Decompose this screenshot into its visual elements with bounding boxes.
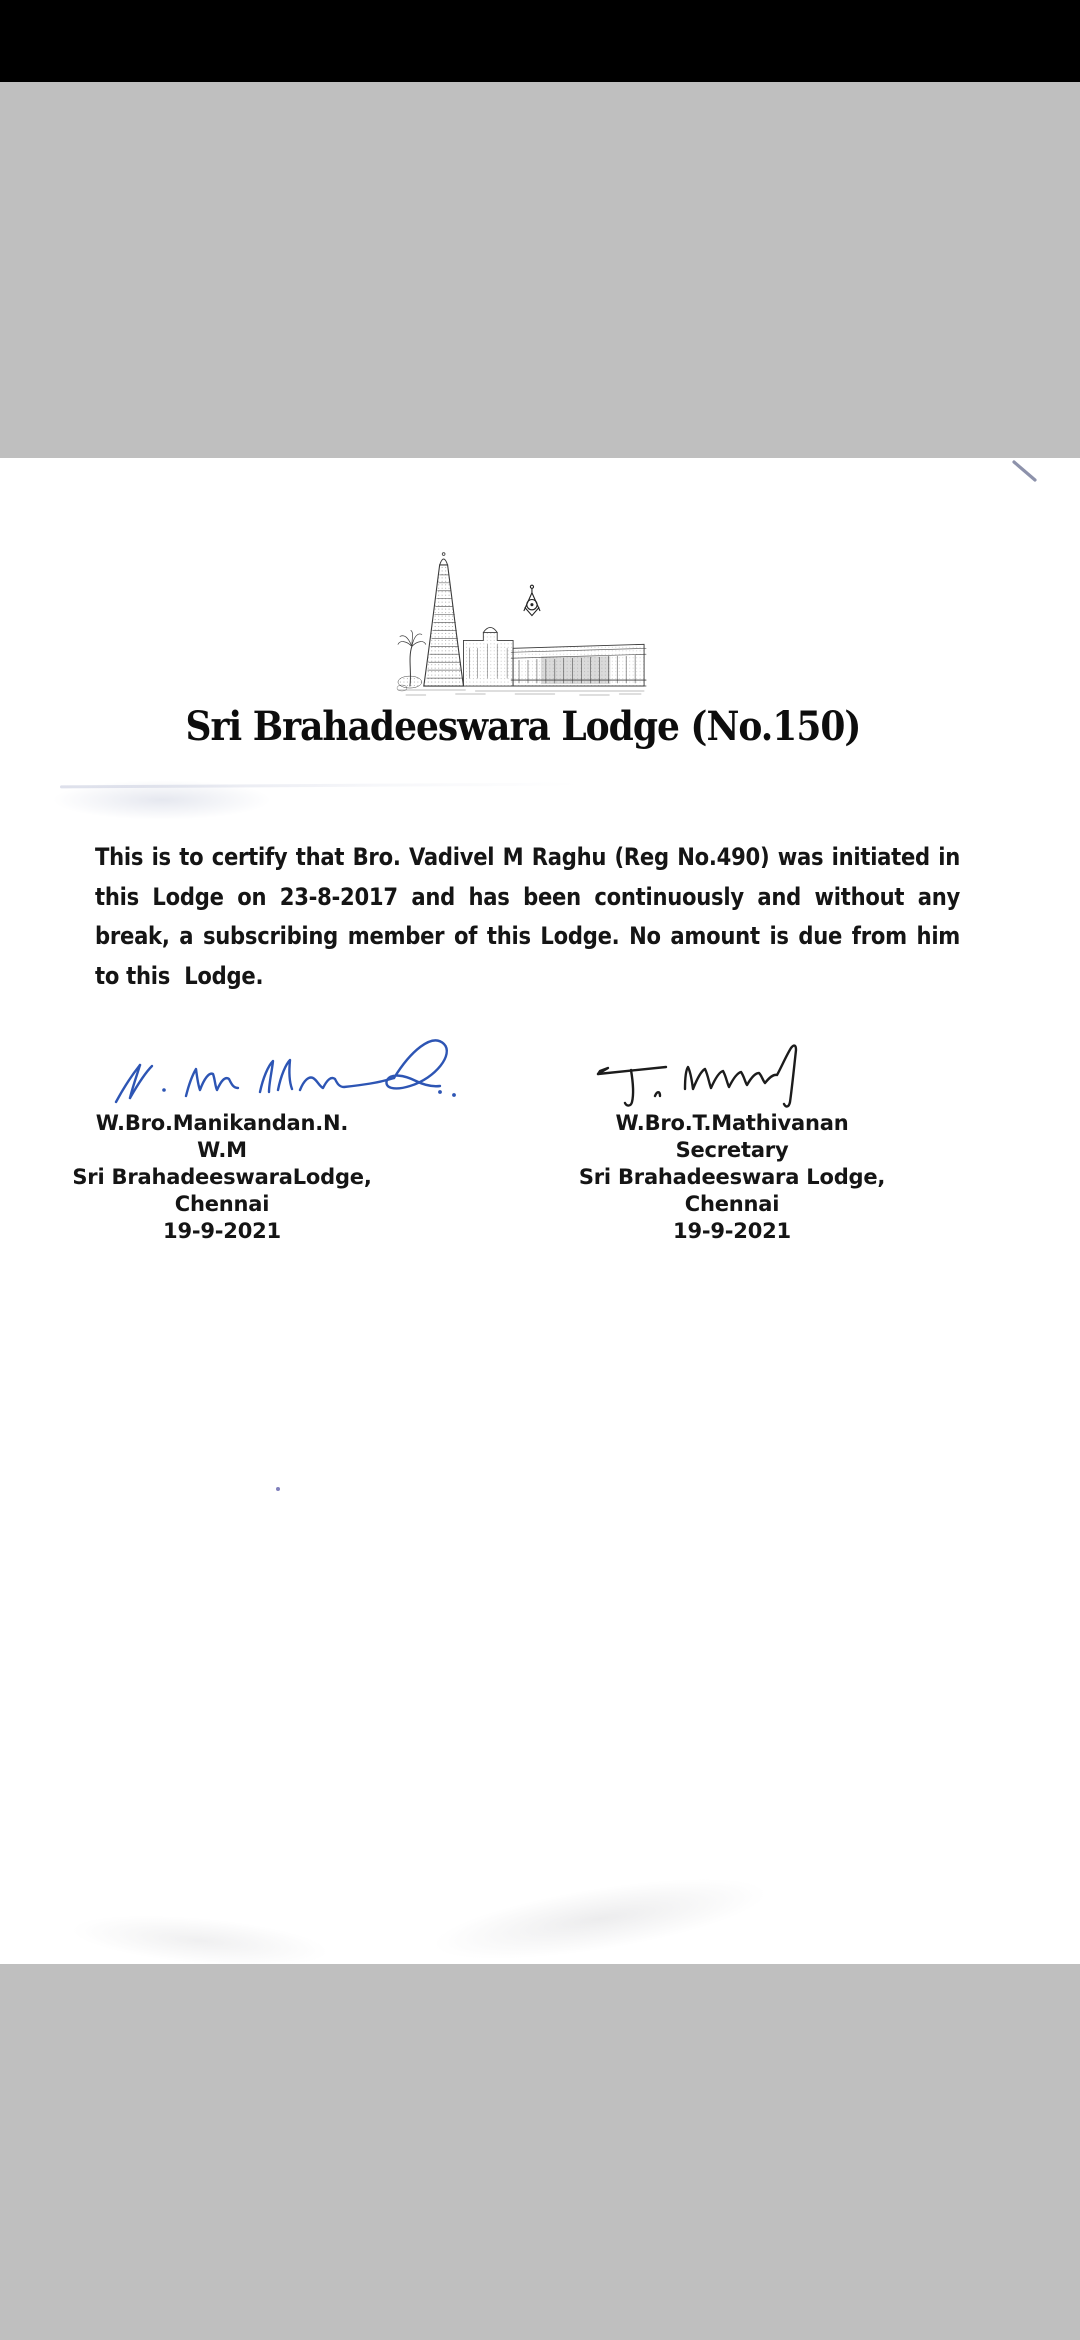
signatory-city: Chennai: [684, 1192, 780, 1216]
lodge-title: Sri Brahadeeswara Lodge (No.150): [185, 703, 861, 751]
signatory-title: Secretary: [675, 1138, 789, 1162]
scan-smudge: [427, 1862, 773, 1976]
signatory-lodge: Sri Brahadeeswara Lodge,: [578, 1165, 886, 1189]
signatory-city: Chennai: [174, 1192, 270, 1216]
certificate-line: break, a subscribing member of this Lodge. No amount is due from him: [95, 922, 961, 950]
square-and-compasses-icon: [524, 585, 540, 615]
scan-smudge: [60, 783, 580, 789]
stray-pen-mark: [1008, 458, 1042, 486]
certificate-line: this Lodge on 23-8-2017 and has been continuously and without any: [95, 882, 961, 911]
status-bar: [0, 0, 1080, 82]
signatory-name: W.Bro.Manikandan.N.: [95, 1111, 349, 1135]
scan-smudge: [52, 780, 272, 820]
scan-smudge: [68, 1907, 331, 1975]
signatory-title: W.M: [197, 1138, 247, 1162]
temple-sketch-emblem: [396, 549, 654, 703]
signatory-date: 19-9-2021: [163, 1219, 281, 1243]
certificate-line: to this Lodge.: [95, 961, 264, 990]
scanned-certificate-document: [0, 458, 1080, 1964]
certificate-line: This is to certify that Bro. Vadivel M Raghu (Reg No.490) was initiated in: [95, 843, 961, 871]
secretary-signature: [588, 1040, 844, 1118]
certificate-body: [95, 838, 960, 996]
wm-signatory-block: [67, 1110, 377, 1245]
secretary-signatory-block: [577, 1110, 887, 1245]
signatory-date: 19-9-2021: [673, 1219, 791, 1243]
wm-signature: [110, 1026, 462, 1118]
signatory-name: W.Bro.T.Mathivanan: [615, 1111, 849, 1135]
stray-ink-dot: [276, 1487, 280, 1491]
signatory-lodge: Sri BrahadeeswaraLodge,: [72, 1165, 372, 1189]
